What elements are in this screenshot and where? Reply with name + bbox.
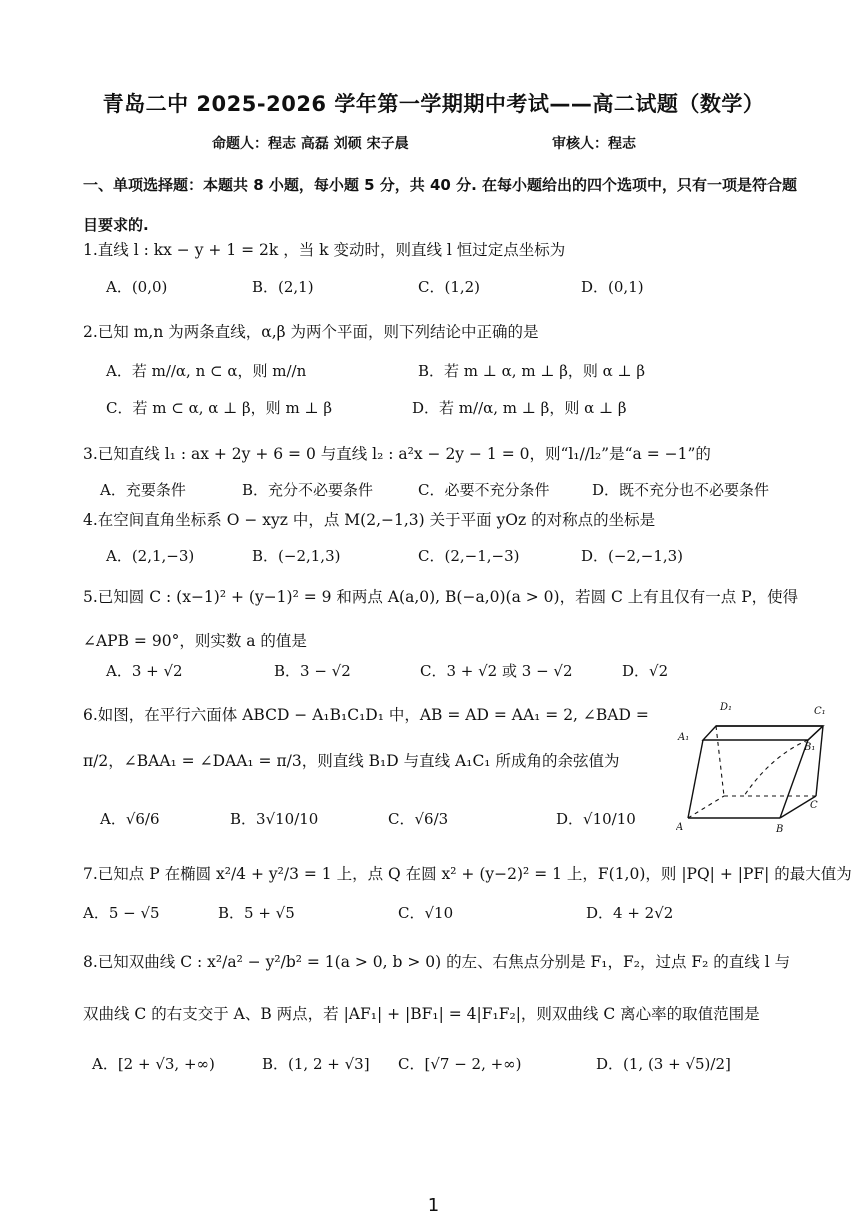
q6-option-d: D．√10/10 — [556, 810, 636, 828]
authors: 命题人：程志 高磊 刘硕 宋子晨 — [212, 136, 409, 152]
q2-option-d: D．若 m//α, m ⊥ β，则 α ⊥ β — [412, 399, 627, 417]
author-line — [212, 133, 636, 153]
q4-option-a: A．(2,1,−3) — [106, 547, 195, 565]
q1-option-a: A．(0,0) — [106, 278, 168, 296]
q4-option-c: C．(2,−1,−3) — [418, 547, 520, 565]
label-c: C — [810, 800, 818, 811]
question-7: 7.已知点 P 在椭圆 x²/4 + y²/3 = 1 上，点 Q 在圆 x² + (y−2)² = 1 上，F(1,0)，则 |PQ| + |PF| 的最大值为 — [83, 865, 852, 883]
question-5: 5.已知圆 C : (x−1)² + (y−1)² = 9 和两点 A(a,0), B(−a,0)(a > 0)，若圆 C 上有且仅有一点 P，使得 ∠APB = 90°，则实数 a 的值是 — [83, 588, 799, 650]
exam-title: 青岛二中 2025-2026 学年第一学期期中考试——高二试题（数学） — [102, 92, 765, 116]
question-6: 6.如图，在平行六面体 ABCD − A₁B₁C₁D₁ 中，AB = AD = AA₁ = 2, ∠BAD = π/2，∠BAA₁ = ∠DAA₁ = π/3，则直线 B₁D 与直线 A₁C₁ 所成角的余弦值为 — [83, 706, 649, 770]
q1-option-b: B．(2,1) — [252, 278, 314, 296]
q6-option-a: A．√6/6 — [100, 810, 160, 828]
q2-option-b: B．若 m ⊥ α, m ⊥ β，则 α ⊥ β — [418, 362, 646, 380]
q5-option-b: B．3 − √2 — [274, 662, 351, 680]
question-8: 8.已知双曲线 C : x²/a² − y²/b² = 1(a > 0, b > 0) 的左、右焦点分别是 F₁，F₂，过点 F₂ 的直线 l 与双曲线 C 的右支交于 A、B 两点，若 |AF₁| + |BF₁| = 4|F₁F₂|，则双曲线 C 离心率的取值范围是 — [83, 953, 791, 1023]
q7-option-b: B．5 + √5 — [218, 904, 295, 922]
q6-option-c: C．√6/3 — [388, 810, 449, 828]
label-a1: A₁ — [678, 732, 690, 743]
question-4: 4.在空间直角坐标系 O − xyz 中，点 M(2,−1,3) 关于平面 yOz 的对称点的坐标是 — [83, 511, 656, 529]
q4-option-b: B．(−2,1,3) — [252, 547, 341, 565]
q3-option-c: C．必要不充分条件 — [418, 481, 550, 499]
q7-option-c: C．√10 — [398, 904, 454, 922]
reviewer: 审核人：程志 — [552, 136, 636, 152]
label-b1: B₁ — [804, 742, 816, 753]
q7-option-d: D．4 + 2√2 — [586, 904, 674, 922]
q8-option-b: B．(1, 2 + √3] — [262, 1055, 370, 1073]
q2-option-a: A．若 m//α, n ⊂ α，则 m//n — [106, 362, 307, 380]
label-b: B — [776, 824, 784, 835]
q2-option-c: C．若 m ⊂ α, α ⊥ β，则 m ⊥ β — [106, 399, 332, 417]
parallelepiped-figure — [676, 696, 826, 838]
section-heading: 一、单项选择题：本题共 8 小题，每小题 5 分，共 40 分. 在每小题给出的四个选项中，只有一项是符合题目要求的. — [83, 176, 798, 234]
label-c1: C₁ — [814, 706, 826, 717]
page-number: 1 — [427, 1195, 440, 1216]
q5-option-c: C．3 + √2 或 3 − √2 — [420, 662, 573, 680]
q4-option-d: D．(−2,−1,3) — [581, 547, 684, 565]
q7-option-a: A．5 − √5 — [83, 904, 160, 922]
question-2: 2.已知 m,n 为两条直线，α,β 为两个平面，则下列结论中正确的是 — [83, 323, 539, 341]
question-3: 3.已知直线 l₁ : ax + 2y + 6 = 0 与直线 l₂ : a²x − 2y − 1 = 0，则“l₁//l₂”是“a = −1”的 — [83, 445, 711, 463]
label-a: A — [676, 822, 684, 833]
q1-option-c: C．(1,2) — [418, 278, 481, 296]
label-d1: D₁ — [720, 702, 733, 713]
q3-option-d: D．既不充分也不必要条件 — [592, 481, 770, 499]
q8-option-c: C．[√7 − 2, +∞) — [398, 1055, 522, 1073]
q3-option-a: A．充要条件 — [100, 481, 186, 499]
q6-option-b: B．3√10/10 — [230, 810, 319, 828]
q8-option-d: D．(1, (3 + √5)/2] — [596, 1055, 731, 1073]
q8-option-a: A．[2 + √3, +∞) — [92, 1055, 215, 1073]
question-1: 1.直线 l : kx − y + 1 = 2k ，当 k 变动时，则直线 l 恒过定点坐标为 — [83, 241, 566, 259]
q3-option-b: B．充分不必要条件 — [242, 481, 374, 499]
q5-option-a: A．3 + √2 — [106, 662, 183, 680]
q1-option-d: D．(0,1) — [581, 278, 644, 296]
q5-option-d: D．√2 — [622, 662, 669, 680]
